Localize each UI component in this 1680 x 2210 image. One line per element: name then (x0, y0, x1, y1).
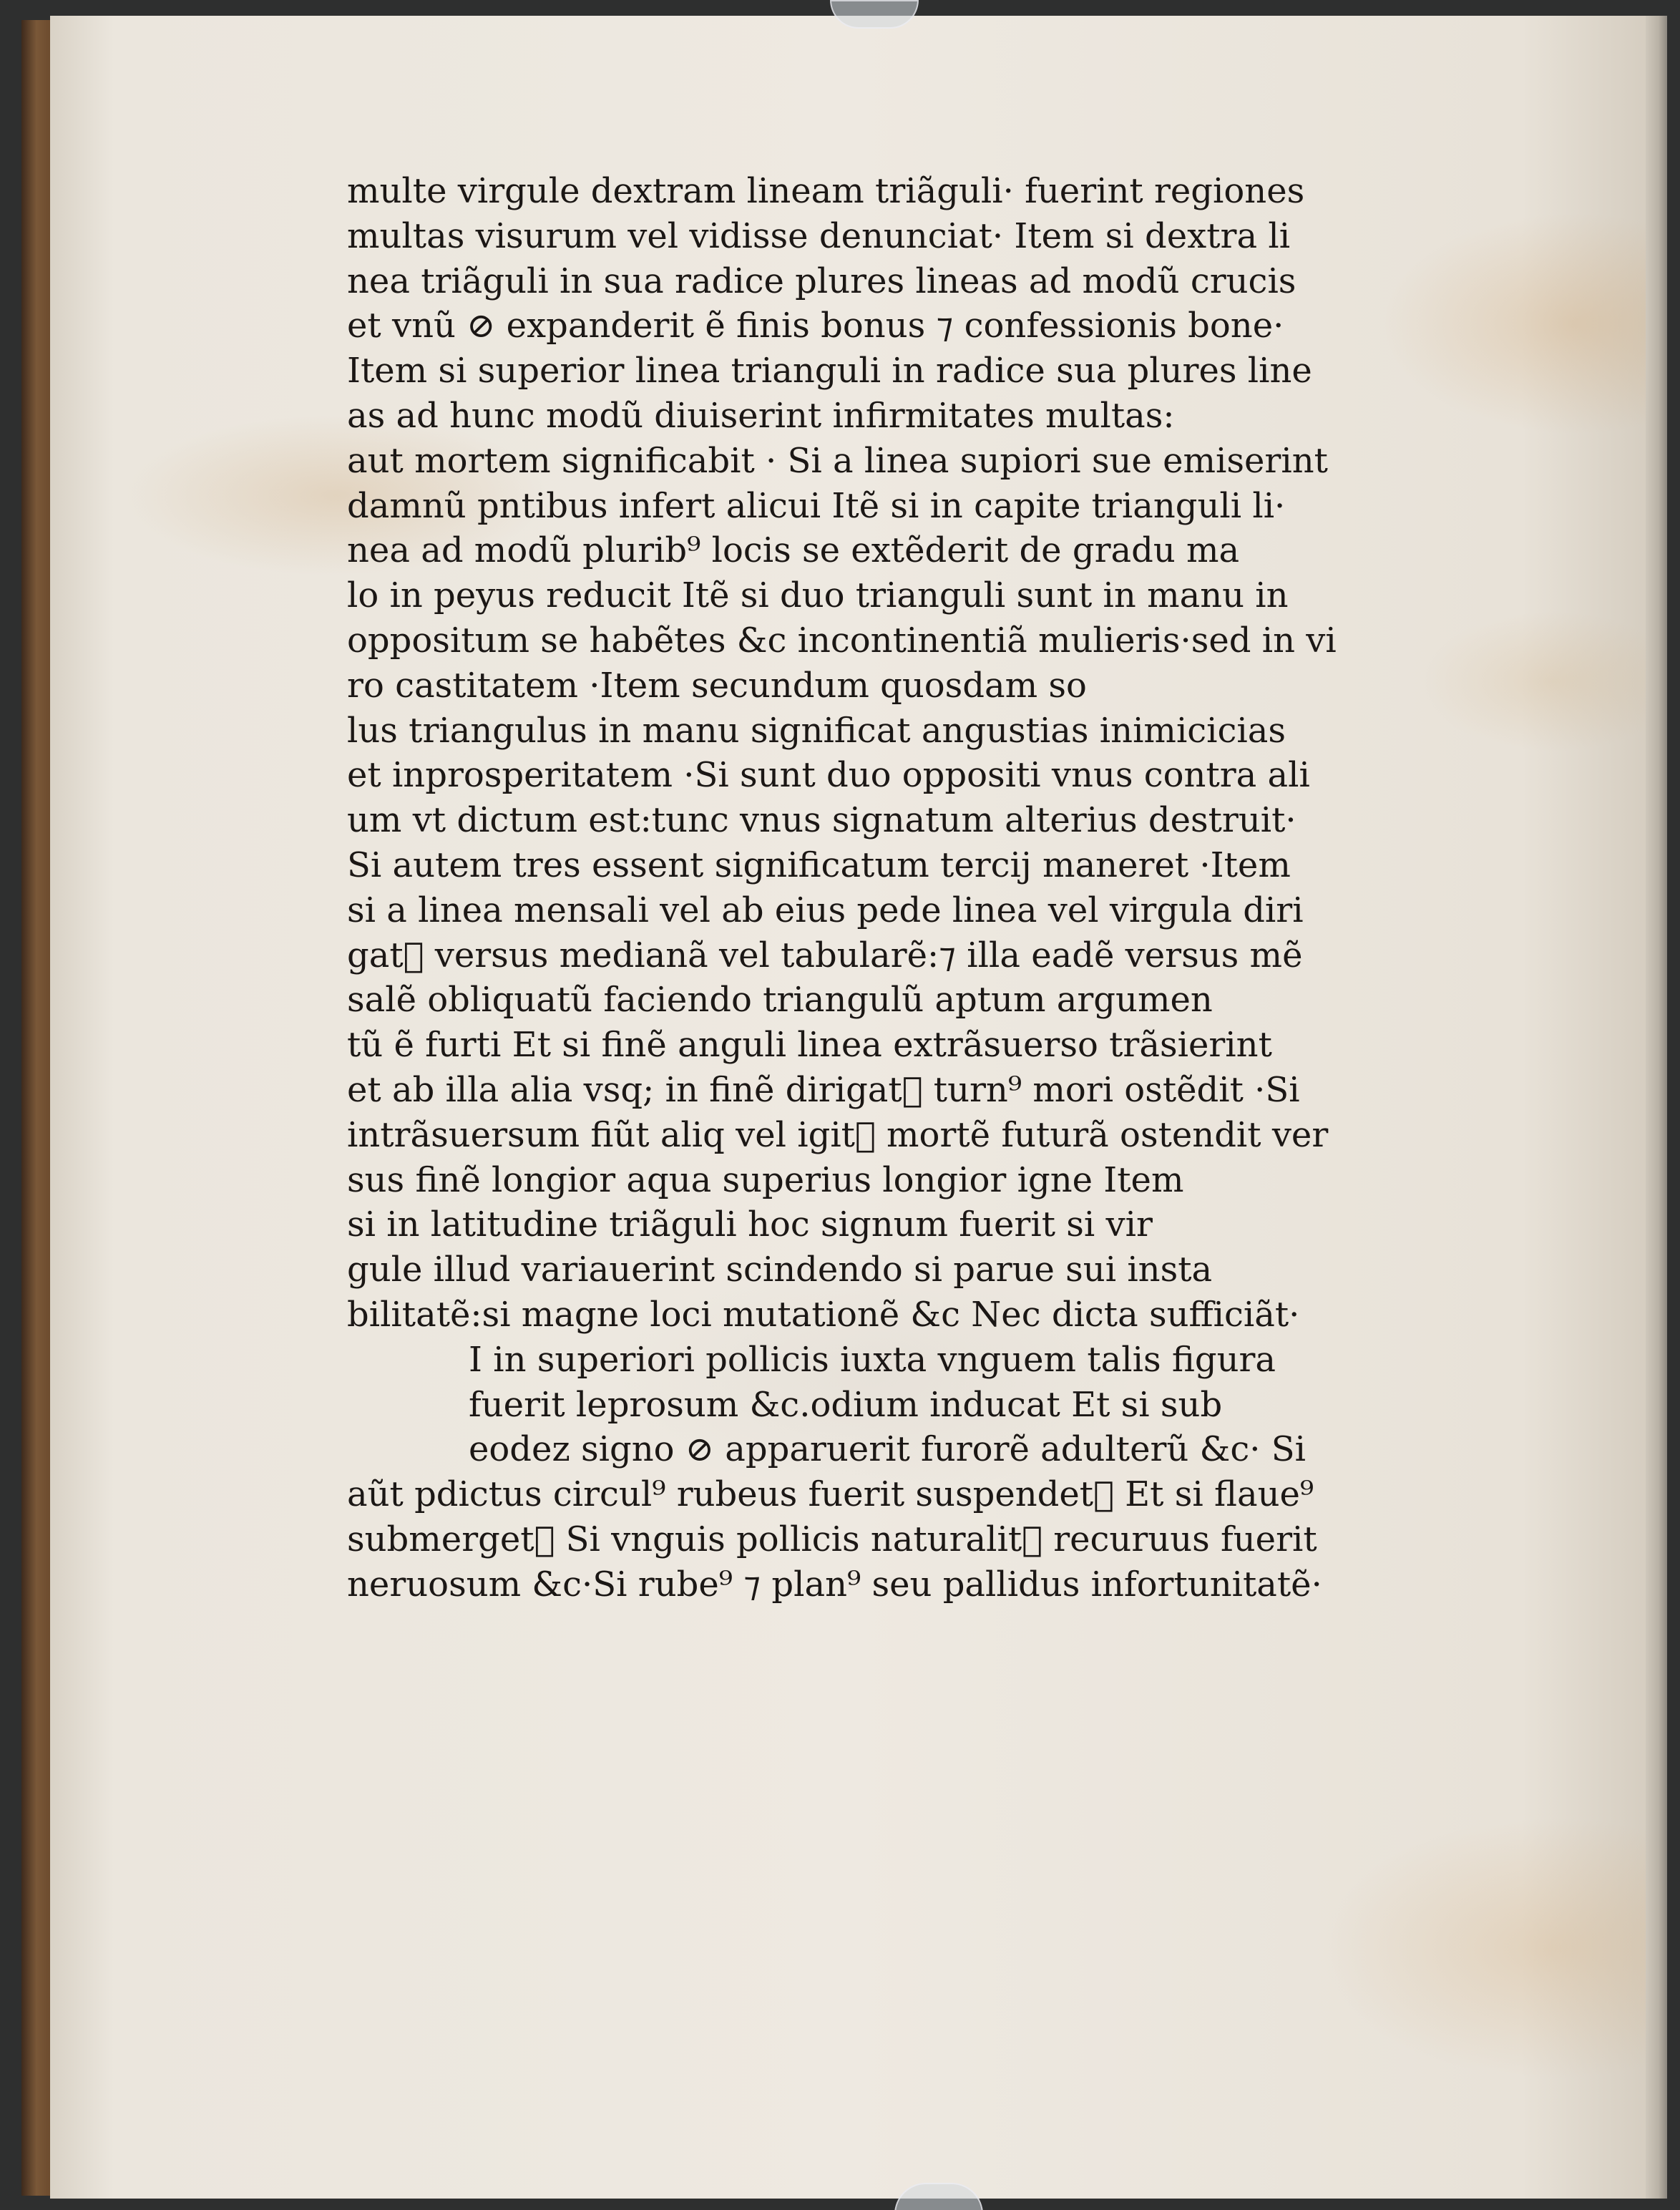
text-line: et inprosperitatem ·Si sunt duo oppositi vnus contra ali (347, 755, 1310, 796)
text-line: I in superiori pollicis iuxta vnguem talis figura (469, 1339, 1276, 1380)
text-line: submerget᷑ Si vnguis pollicis naturalit᷑ recuruus fuerit (347, 1519, 1317, 1559)
text-line: intrãsuersum fiũt aliq vel igit᷑ mortẽ futurã ostendit ver (347, 1114, 1329, 1155)
text-line: si in latitudine triãguli hoc signum fuerit si vir (347, 1204, 1153, 1245)
text-line: multe virgule dextram lineam triãguli· fuerint regiones (347, 171, 1305, 211)
text-line: aut mortem significabit · Si a linea supiori sue emiserint (347, 440, 1328, 481)
text-line: nea ad modũ plurib⁹ locis se extẽderit de gradu ma (347, 530, 1240, 571)
text-line: si a linea mensali vel ab eius pede linea vel virgula diri (347, 890, 1304, 930)
text-line: um vt dictum est:tunc vnus signatum alterius destruit· (347, 800, 1296, 841)
text-line: Item si superior linea trianguli in radice sua plures line (347, 351, 1312, 391)
text-line: gat᷑ versus medianã vel tabularẽ:⁊ illa eadẽ versus mẽ (347, 935, 1303, 975)
printed-text-block (347, 169, 1406, 1607)
text-line: oppositum se habẽtes &c incontinentiã mulieris·sed in vi (347, 620, 1337, 661)
text-line: bilitatẽ:si magne loci mutationẽ &c Nec dicta sufficiãt· (347, 1294, 1300, 1335)
text-line: lo in peyus reducit Itẽ si duo trianguli sunt in manu in (347, 575, 1289, 616)
text-line: damnũ pntibus infert alicui Itẽ si in capite trianguli li· (347, 485, 1286, 526)
text-line: eodez signo ⊘ apparuerit furorẽ adulterũ &c· Si (469, 1429, 1306, 1470)
text-line: ro castitatem ·Item secundum quosdam so (347, 665, 1087, 706)
text-line: as ad hunc modũ diuiserint infirmitates multas: (347, 395, 1175, 436)
text-line: et ab illa alia vsq; in finẽ dirigat᷑ turn⁹ mori ostẽdit ·Si (347, 1069, 1300, 1110)
text-line: aũt pdictus circul⁹ rubeus fuerit suspendet᷑ Et si flaue⁹ (347, 1474, 1314, 1515)
text-line: sus finẽ longior aqua superius longior igne Item (347, 1159, 1184, 1200)
text-line: gule illud variauerint scindendo si parue sui insta (347, 1250, 1213, 1290)
text-line: lus triangulus in manu significat angustias inimicicias (347, 710, 1286, 751)
text-line: nea triãguli in sua radice plures lineas ad modũ crucis (347, 261, 1296, 301)
page-fore-edge (1646, 16, 1667, 2199)
text-line: Si autem tres essent significatum tercij maneret ·Item (347, 844, 1291, 885)
text-line: multas visurum vel vidisse denunciat· Item si dextra li (347, 215, 1291, 256)
text-line: neruosum &c·Si rube⁹ ⁊ plan⁹ seu pallidus infortunitatẽ· (347, 1564, 1322, 1605)
text-line: fuerit leprosum &c.odium inducat Et si sub (469, 1384, 1223, 1425)
text-line: tũ ẽ furti Et si finẽ anguli linea extrãsuerso trãsierint (347, 1025, 1272, 1066)
text-line: et vnũ ⊘ expanderit ẽ finis bonus ⁊ confessionis bone· (347, 306, 1284, 346)
text-line: salẽ obliquatũ faciendo triangulũ aptum argumen (347, 980, 1213, 1021)
